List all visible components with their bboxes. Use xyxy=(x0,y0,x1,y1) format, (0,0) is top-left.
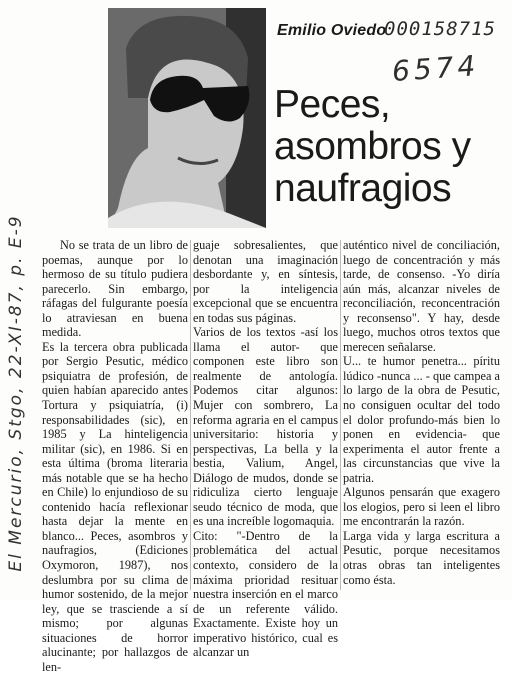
column-3-text: auténtico nivel de conciliación, luego de concentración y más tarde, de consenso. -Yo diría aún más, alcanzar niveles de reconciliación, reconcentración y reconsenso". Y hay, desde luego, muchos otros textos que merecen señalarse. U... te humor penetra... píritu lúdico -nunca ... - que campea a lo largo de la obra de Pesutic, no consiguen ocultar del todo el dolor profundo-más bien lo ponen en evidencia- que experimenta el autor frente a las circunstancias que vive la patria. Algunos pensarán que exagero los elogios, pero si leen el libro me encontrarán la razón. Larga vida y larga escritura a Pesutic, porque necesitamos otras obras tan inteligentes como ésta. xyxy=(343,238,500,587)
column-divider xyxy=(190,240,191,590)
title-line-3: naufragios xyxy=(274,167,452,210)
article-column-3 xyxy=(343,238,500,587)
title-line-2: asombros y xyxy=(274,125,471,168)
handwritten-code: 000158715 xyxy=(384,18,496,40)
article-title xyxy=(274,84,504,210)
handwritten-number: 6574 xyxy=(390,48,481,89)
article-column-1 xyxy=(42,238,188,674)
handwritten-side-note: El Mercurio, Stgo, 22-XI-87, p. E-9 xyxy=(6,214,26,572)
author-name: Emilio Oviedo xyxy=(277,22,387,39)
article-column-2 xyxy=(193,238,338,660)
column-2-text: guaje sobresalientes, que denotan una imaginación desbordante y, en síntesis, por la inteligencia excepcional que se encuentra en todas sus páginas. Varios de los textos -así los llama el autor- que componen este libro son realmente de antología. Podemos citar algunos: Mujer con sombrero, La reforma agraria en el campus universitario: historia y perspectivas, La bella y la bestia, Valium, Angel, Diálogo de mudos, donde se ridiculiza cierto lenguaje seudo técnico de moda, que es una increíble logomaquia. Cito: "-Dentro de la problemática del actual contexto, considero de la máxima prioridad resituar nuestra inserción en el marco de un referente válido. Exactamente. Existe hoy un imperativo histórico, cual es alcanzar un xyxy=(193,238,338,660)
title-line-1: Peces, xyxy=(274,83,391,126)
author-photo xyxy=(108,8,266,228)
column-1-text: No se trata de un libro de poemas, aunque por lo hermoso de su título pudiera parecerlo. Sin embargo, ráfagas del fulgurante poesía lo atraviesan en buena medida. Es la tercera obra publicada por Sergio Pesutic, médico psiquiatra de profesión, de quien habían aparecido antes Tortura y psiquiatría, (i) responsabilidades (sic), en 1985 y La hinteligencia militar (sic), en 1986. Si en esta última (broma literaria más notable que se ha hecho en Chile) lo enjundioso de su contenido hacía reflexionar hasta dejar la mente en blanco... Peces, asombros y naufragios, (Ediciones Oxymoron, 1987), nos deslumbra por su clima de humor sostenido, de la mejor ley, que se trasciende a sí mismo; por algunas situaciones de horror alucinante; por hallazgos de len- xyxy=(42,238,188,674)
author-portrait-image xyxy=(108,8,266,228)
column-divider xyxy=(340,240,341,590)
